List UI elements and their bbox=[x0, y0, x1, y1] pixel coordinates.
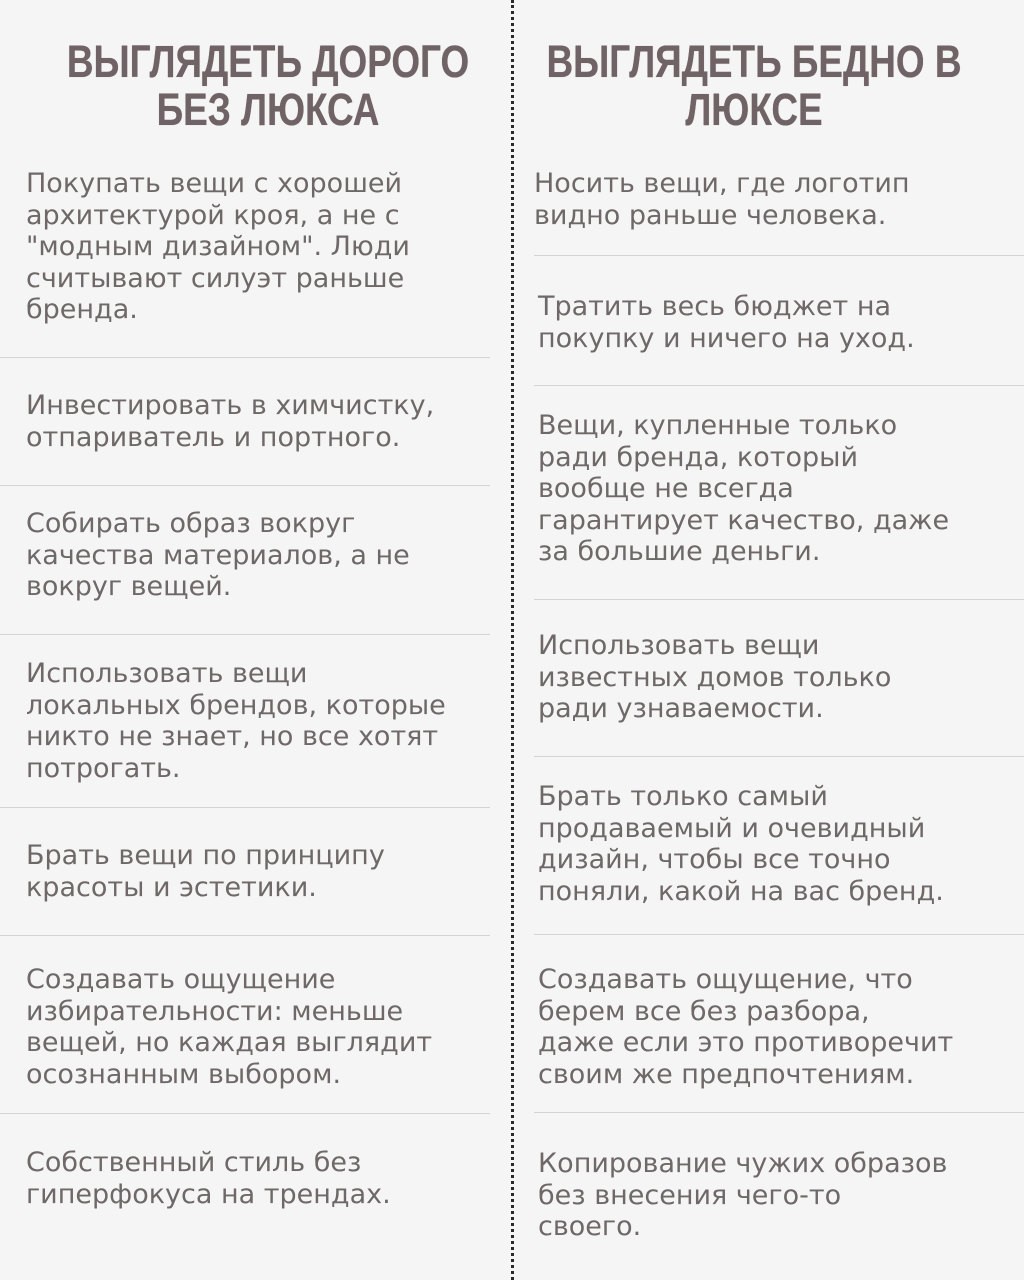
item-line: Брать вещи по принципу bbox=[26, 840, 385, 871]
item-line: Создавать ощущение, что bbox=[538, 964, 913, 995]
item-line: гарантирует качество, даже bbox=[538, 504, 950, 536]
left-item-5 bbox=[26, 840, 385, 903]
item-line: ради узнаваемости. bbox=[538, 693, 824, 724]
item-line: Копирование чужих образов bbox=[538, 1148, 948, 1179]
item-line: избирательности: меньше bbox=[26, 995, 404, 1027]
item-line: качества материалов, а не bbox=[26, 539, 410, 571]
item-line: без внесения чего-то bbox=[538, 1179, 842, 1211]
item-line: вообще не всегда bbox=[538, 473, 794, 504]
left-separator bbox=[0, 807, 490, 808]
item-line: вещей, но каждая выглядит bbox=[26, 1027, 433, 1058]
right-column-title: ВЫГЛЯДЕТЬ БЕДНО В ЛЮКСЕ bbox=[546, 36, 962, 135]
item-line: бренда. bbox=[26, 294, 138, 325]
left-item-7 bbox=[26, 1147, 391, 1210]
item-line: Инвестировать в химчистку, bbox=[26, 390, 435, 421]
right-separator bbox=[534, 1112, 1024, 1113]
right-separator bbox=[534, 756, 1024, 757]
item-line: своим же предпочтениям. bbox=[538, 1058, 915, 1090]
item-line: Брать только самый bbox=[538, 781, 828, 812]
item-line: за большие деньги. bbox=[538, 536, 821, 567]
item-line: даже если это противоречит bbox=[538, 1027, 954, 1058]
item-line: дизайн, чтобы все точно bbox=[538, 844, 891, 875]
item-line: "модным дизайном". Люди bbox=[26, 231, 410, 262]
item-line: осознанным выбором. bbox=[26, 1058, 342, 1090]
item-line: берем все без разбора, bbox=[538, 995, 870, 1027]
item-line: поняли, какой на вас бренд. bbox=[538, 875, 944, 907]
item-line: никто не знает, но все хотят bbox=[26, 721, 439, 752]
item-line: потрогать. bbox=[26, 752, 181, 784]
item-line: красоты и эстетики. bbox=[26, 871, 317, 903]
item-line: Создавать ощущение bbox=[26, 964, 336, 995]
item-line: гиперфокуса на трендах. bbox=[26, 1178, 391, 1210]
right-item-5 bbox=[538, 781, 944, 907]
item-line: продаваемый и очевидный bbox=[538, 812, 926, 844]
left-item-3 bbox=[26, 508, 410, 603]
right-item-6 bbox=[538, 964, 953, 1090]
item-line: видно раньше человека. bbox=[534, 199, 887, 231]
item-line: Использовать вещи bbox=[26, 658, 308, 689]
left-item-1 bbox=[26, 168, 410, 326]
left-item-2 bbox=[26, 390, 434, 453]
right-item-7 bbox=[538, 1148, 947, 1243]
item-line: Носить вещи, где логотип bbox=[534, 168, 910, 199]
left-separator bbox=[0, 935, 490, 936]
item-line: покупку и ничего на уход. bbox=[538, 322, 915, 354]
left-separator bbox=[0, 357, 490, 358]
right-separator bbox=[534, 934, 1024, 935]
item-line: отпариватель и портного. bbox=[26, 421, 401, 453]
item-line: Собственный стиль без bbox=[26, 1147, 362, 1178]
right-item-4 bbox=[538, 630, 891, 725]
left-separator bbox=[0, 1113, 490, 1114]
right-separator bbox=[534, 385, 1024, 386]
left-separator bbox=[0, 634, 490, 635]
item-line: архитектурой кроя, а не с bbox=[26, 199, 400, 231]
item-line: считывают силуэт раньше bbox=[26, 262, 405, 294]
left-item-4 bbox=[26, 658, 446, 784]
item-line: локальных брендов, которые bbox=[26, 689, 446, 721]
item-line: своего. bbox=[538, 1211, 642, 1242]
item-line: известных домов только bbox=[538, 661, 892, 693]
right-separator bbox=[534, 599, 1024, 600]
item-line: вокруг вещей. bbox=[26, 571, 232, 602]
left-column-title: ВЫГЛЯДЕТЬ ДОРОГО БЕЗ ЛЮКСА bbox=[66, 36, 470, 135]
item-line: Покупать вещи с хорошей bbox=[26, 168, 403, 199]
item-line: Использовать вещи bbox=[538, 630, 820, 661]
left-separator bbox=[0, 485, 490, 486]
item-line: ради бренда, который bbox=[538, 441, 858, 473]
item-line: Тратить весь бюджет на bbox=[538, 291, 892, 322]
column-divider bbox=[511, 0, 514, 1280]
right-item-3 bbox=[538, 410, 949, 568]
right-item-2 bbox=[538, 291, 915, 354]
left-item-6 bbox=[26, 964, 432, 1090]
item-line: Вещи, купленные только bbox=[538, 410, 898, 441]
item-line: Собирать образ вокруг bbox=[26, 508, 356, 539]
right-separator bbox=[534, 255, 1024, 256]
right-item-1 bbox=[534, 168, 910, 231]
